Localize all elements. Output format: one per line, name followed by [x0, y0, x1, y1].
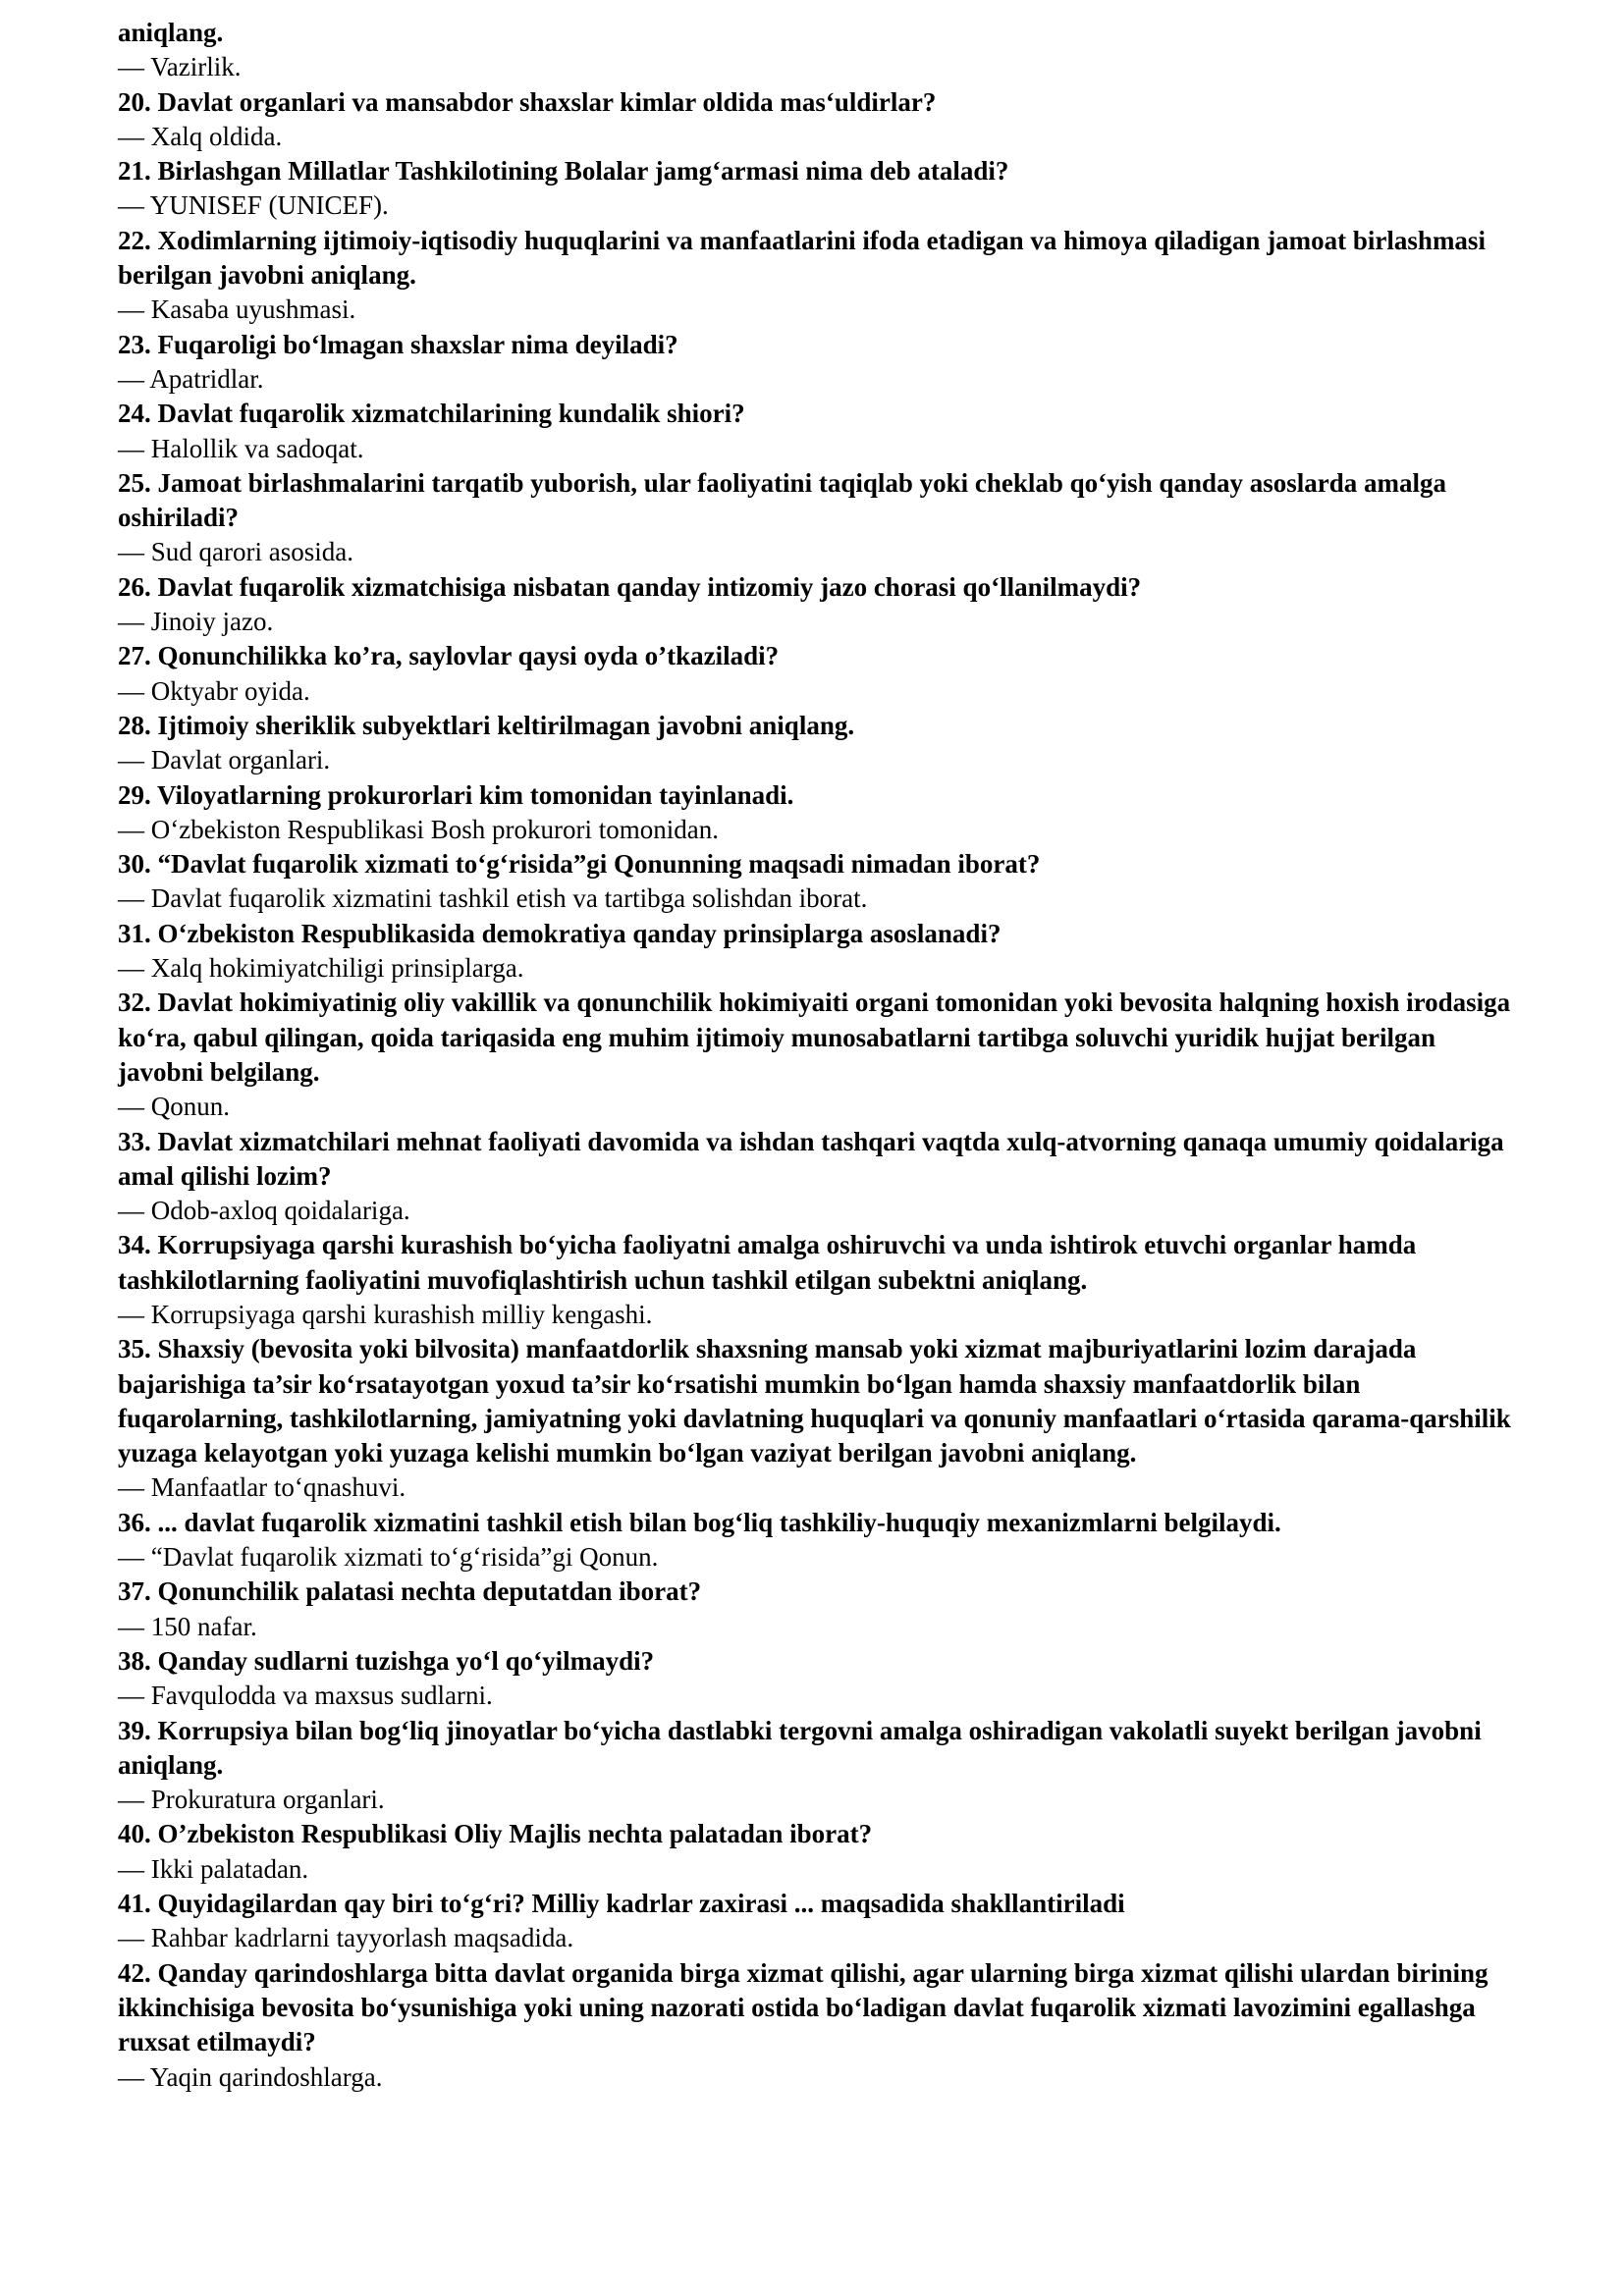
answer-text: — Prokuratura organlari.	[118, 1785, 385, 1815]
question-text: 23. Fuqaroligi bo‘lmagan shaxslar nima deyiladi?	[118, 329, 678, 359]
answer-text: — Oktyabr oyida.	[118, 675, 310, 706]
question-text: 20. Davlat organlari va mansabdor shaxslar kimlar oldida mas‘uldirlar?	[118, 86, 937, 117]
qa-item	[118, 224, 1526, 328]
qa-item	[118, 847, 1526, 917]
answer-text: — Odob-axloq qoidalariga.	[118, 1196, 410, 1226]
answer-text: — Rahbar kadrlarni tayyorlash maqsadida.	[118, 1923, 574, 1953]
qa-item	[118, 639, 1526, 709]
question-text: 30. “Davlat fuqarolik xizmati to‘g‘risida”gi Qonunning maqsadi nimadan iborat?	[118, 849, 1041, 880]
question-text: 35. Shaxsiy (bevosita yoki bilvosita) manfaatdorlik shaxsning mansab yoki xizmat majburiyatlarini lozim darajada bajarishiga ta’sir ko‘rsatayotgan yoxud ta’sir ko‘rsatishi mumkin bo‘lgan hamda shaxsiy manfaatdorlik bilan fuqarolarning, tashkilotlarning, jamiyatning yoki davlatning huquqlari va qonuniy manfaatlari o‘rtasida qarama-qarshilik yuzaga kelayotgan yoki yuzaga kelishi mumkin bo‘lgan vaziyat berilgan javobni aniqlang.	[118, 1334, 1511, 1468]
question-text: 26. Davlat fuqarolik xizmatchisiga nisbatan qanday intizomiy jazo chorasi qo‘llanilmaydi?	[118, 571, 1142, 602]
qa-item	[118, 1956, 1526, 2095]
question-text: 42. Qanday qarindoshlarga bitta davlat organida birga xizmat qilishi, agar ularning birga xizmat qilishi ulardan birining ikkinchisiga bevosita bo‘ysunishiga yoki uning nazorati ostida bo‘ladigan davlat fuqarolik xizmati lavozimini egallashga ruxsat etilmaydi?	[118, 1957, 1489, 2057]
question-text: 29. Viloyatlarning prokurorlari kim tomonidan tayinlanadi.	[118, 779, 794, 810]
question-text: 37. Qonunchilik palatasi nechta deputatdan iborat?	[118, 1576, 702, 1607]
answer-text: — 150 nafar.	[118, 1611, 257, 1641]
question-answer-list	[118, 85, 1526, 2095]
question-text: 21. Birlashgan Millatlar Tashkilotining Bolalar jamg‘armasi nima deb ataladi?	[118, 156, 1009, 187]
question-text: 27. Qonunchilikka ko’ra, saylovlar qaysi oyda o’tkaziladi?	[118, 641, 780, 671]
answer-text: — Vazirlik.	[118, 52, 242, 82]
qa-item	[118, 709, 1526, 778]
answer-text: — Favqulodda va maxsus sudlarni.	[118, 1681, 493, 1711]
answer-text: — Yaqin qarindoshlarga.	[118, 2061, 383, 2092]
question-text: 39. Korrupsiya bilan bog‘liq jinoyatlar bo‘yicha dastlabki tergovni amalga oshiradigan vakolatli suyekt berilgan javobni aniqlang.	[118, 1715, 1482, 1780]
qa-item	[118, 1887, 1526, 1956]
qa-item	[118, 1644, 1526, 1714]
answer-text: — Korrupsiyaga qarshi kurashish milliy kengashi.	[118, 1299, 653, 1329]
question-text: 41. Quyidagilardan qay biri to‘g‘ri? Milliy kadrlar zaxirasi ... maqsadida shakllantiriladi	[118, 1889, 1125, 1919]
qa-item	[118, 1228, 1526, 1332]
answer-text: — Halollik va sadoqat.	[118, 433, 364, 463]
question-text: 22. Xodimlarning ijtimoiy-iqtisodiy huquqlarini va manfaatlarini ifoda etadigan va himoya qiladigan jamoat birlashmasi berilgan javobni aniqlang.	[118, 225, 1486, 291]
answer-text: — Qonun.	[118, 1092, 230, 1122]
qa-item	[118, 917, 1526, 987]
qa-item	[118, 397, 1526, 466]
question-text: 34. Korrupsiyaga qarshi kurashish bo‘yicha faoliyatni amalga oshiruvchi va unda ishtirok etuvchi organlar hamda tashkilotlarning faoliyatini muvofiqlashtirish uchun tashkil etilgan subektni aniqlang.	[118, 1230, 1417, 1295]
answer-text: — Apatridlar.	[118, 363, 264, 394]
answer-text: — Manfaatlar to‘qnashuvi.	[118, 1472, 406, 1503]
qa-item	[118, 778, 1526, 848]
answer-text: — O‘zbekiston Respublikasi Bosh prokurori tomonidan.	[118, 814, 719, 844]
answer-text: — Ikki palatadan.	[118, 1853, 309, 1884]
qa-item	[118, 1714, 1526, 1818]
answer-text: — Kasaba uyushmasi.	[118, 294, 356, 325]
question-text: 36. ... davlat fuqarolik xizmatini tashkil etish bilan bog‘liq tashkiliy-huquqiy mexanizmlarni belgilaydi.	[118, 1507, 1281, 1537]
qa-item	[118, 1332, 1526, 1505]
answer-text: — Davlat fuqarolik xizmatini tashkil etish va tartibga solishdan iborat.	[118, 883, 868, 914]
answer-text: — YUNISEF (UNICEF).	[118, 190, 389, 221]
question-continuation: aniqlang.	[118, 18, 224, 47]
question-text: 25. Jamoat birlashmalarini tarqatib yuborish, ular faoliyatini taqiqlab yoki cheklab qo‘yish qanday asoslarda amalga oshiriladi?	[118, 467, 1446, 533]
answer-text: — Xalq hokimiyatchiligi prinsiplarga.	[118, 953, 524, 984]
question-text: 38. Qanday sudlarni tuzishga yo‘l qo‘yilmaydi?	[118, 1645, 655, 1676]
qa-item	[118, 466, 1526, 570]
answer-text: — Jinoiy jazo.	[118, 607, 274, 637]
answer-text: — Sud qarori asosida.	[118, 537, 353, 567]
answer-text: — “Davlat fuqarolik xizmati to‘g‘risida”gi Qonun.	[118, 1542, 659, 1573]
qa-item	[118, 1506, 1526, 1575]
question-text: 40. O’zbekiston Respublikasi Oliy Majlis nechta palatadan iborat?	[118, 1819, 873, 1849]
qa-item	[118, 1125, 1526, 1229]
qa-item	[118, 85, 1526, 155]
question-text: 31. O‘zbekiston Respublikasida demokratiya qanday prinsiplarga asoslanadi?	[118, 918, 1001, 948]
answer-text: — Davlat organlari.	[118, 745, 331, 775]
qa-item	[118, 154, 1526, 224]
answer-text: — Xalq oldida.	[118, 121, 283, 151]
qa-item	[118, 1575, 1526, 1644]
question-text: 32. Davlat hokimiyatinig oliy vakillik va qonunchilik hokimiyaiti organi tomonidan yoki bevosita halqning hoxish irodasiga ko‘ra, qabul qilingan, qoida tariqasida eng muhim ijtimoiy munosabatlarni tartibga soluvchi yuridik hujjat berilgan javobni belgilang.	[118, 988, 1511, 1087]
qa-item	[118, 986, 1526, 1124]
qa-item	[118, 1817, 1526, 1887]
question-text: 28. Ijtimoiy sheriklik subyektlari keltirilmagan javobni aniqlang.	[118, 710, 855, 740]
qa-item	[118, 570, 1526, 640]
question-text: 33. Davlat xizmatchilari mehnat faoliyati davomida va ishdan tashqari vaqtda xulq-atvorning qanaqa umumiy qoidalariga amal qilishi lozim?	[118, 1126, 1504, 1191]
question-text: 24. Davlat fuqarolik xizmatchilarining kundalik shiori?	[118, 399, 745, 429]
qa-item	[118, 328, 1526, 398]
